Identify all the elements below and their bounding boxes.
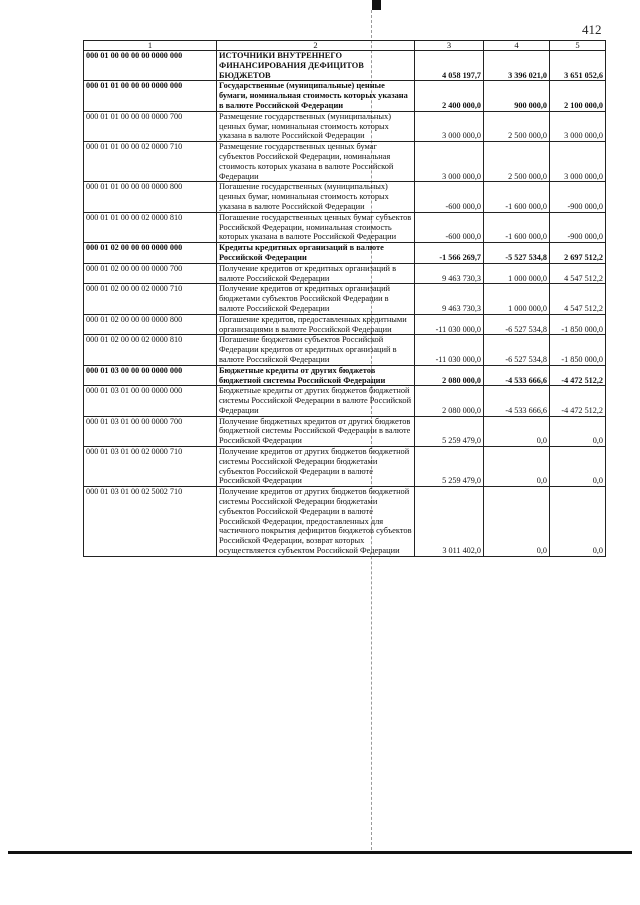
table-row	[84, 243, 606, 264]
row-code: 000 01 01 00 00 02 0000 710	[84, 142, 217, 182]
row-value-col4: -1 600 000,0	[484, 212, 550, 242]
row-value-col4: -6 527 534,8	[484, 335, 550, 365]
page-number: 412	[582, 22, 602, 37]
row-name: Погашение государственных (муниципальных) ценных бумаг, номинальная стоимость которых указана в валюте Российской Федерации	[217, 182, 415, 212]
row-name: Погашение бюджетами субъектов Российской Федерации кредитов от кредитных организаций в валюте Российской Федерации	[217, 335, 415, 365]
row-value-col3: -11 030 000,0	[415, 314, 484, 335]
row-code: 000 01 02 00 00 00 0000 700	[84, 263, 217, 284]
column-header: 1	[84, 41, 217, 51]
row-value-col3: 5 259 479,0	[415, 416, 484, 446]
row-value-col4: 1 000 000,0	[484, 284, 550, 314]
row-value-col3: 3 011 402,0	[415, 487, 484, 557]
row-name: Бюджетные кредиты от других бюджетов бюджетной системы Российской Федерации в валюте Российской Федерации	[217, 386, 415, 416]
row-value-col5: 0,0	[550, 447, 606, 487]
row-name: Получение кредитов от других бюджетов бюджетной системы Российской Федерации бюджетами субъектов Российской Федерации в валюте Российской Федерации, предоставленных для частичного покрытия дефицитов бюджетов субъектов Российской Федерации, возврат которых осуществляется субъектом Российской Федерации	[217, 487, 415, 557]
table-row	[84, 81, 606, 111]
column-header: 5	[550, 41, 606, 51]
row-code: 000 01 02 00 00 02 0000 810	[84, 335, 217, 365]
row-code: 000 01 01 00 00 00 0000 800	[84, 182, 217, 212]
table-row	[84, 182, 606, 212]
row-value-col4: 2 500 000,0	[484, 111, 550, 141]
row-value-col4: 0,0	[484, 487, 550, 557]
row-value-col3: 9 463 730,3	[415, 263, 484, 284]
row-name: Получение бюджетных кредитов от других бюджетов бюджетной системы Российской Федерации в валюте Российской Федерации	[217, 416, 415, 446]
table-row	[84, 365, 606, 386]
row-value-col3: 2 080 000,0	[415, 386, 484, 416]
table-row	[84, 487, 606, 557]
row-value-col5: -4 472 512,2	[550, 365, 606, 386]
row-value-col5: -900 000,0	[550, 182, 606, 212]
scan-mark	[372, 0, 381, 10]
row-name: ИСТОЧНИКИ ВНУТРЕННЕГО ФИНАНСИРОВАНИЯ ДЕФИЦИТОВ БЮДЖЕТОВ	[217, 51, 415, 81]
row-value-col5: 0,0	[550, 416, 606, 446]
row-code: 000 01 02 00 00 02 0000 710	[84, 284, 217, 314]
row-value-col5: 4 547 512,2	[550, 263, 606, 284]
row-code: 000 01 03 01 00 02 0000 710	[84, 447, 217, 487]
row-value-col3: 3 000 000,0	[415, 111, 484, 141]
table-row	[84, 386, 606, 416]
row-value-col4: 2 500 000,0	[484, 142, 550, 182]
table-header-row	[84, 41, 606, 51]
row-name: Государственные (муниципальные) ценные бумаги, номинальная стоимость которых указана в валюте Российской Федерации	[217, 81, 415, 111]
row-value-col4: -4 533 666,6	[484, 386, 550, 416]
row-name: Погашение государственных ценных бумаг субъектов Российской Федерации, номинальная стоимость которых указана в валюте Российской Федерации	[217, 212, 415, 242]
row-value-col4: 1 000 000,0	[484, 263, 550, 284]
row-code: 000 01 01 00 00 00 0000 700	[84, 111, 217, 141]
column-header: 2	[217, 41, 415, 51]
table-row	[84, 416, 606, 446]
row-value-col5: -1 850 000,0	[550, 314, 606, 335]
row-value-col4: -1 600 000,0	[484, 182, 550, 212]
row-value-col5: 2 697 512,2	[550, 243, 606, 264]
table-row	[84, 142, 606, 182]
row-value-col3: 5 259 479,0	[415, 447, 484, 487]
row-value-col5: 4 547 512,2	[550, 284, 606, 314]
row-code: 000 01 03 01 00 00 0000 000	[84, 386, 217, 416]
table-row	[84, 51, 606, 81]
row-value-col4: -6 527 534,8	[484, 314, 550, 335]
row-value-col4: -4 533 666,6	[484, 365, 550, 386]
row-value-col3: 9 463 730,3	[415, 284, 484, 314]
row-name: Получение кредитов от кредитных организаций в валюте Российской Федерации	[217, 263, 415, 284]
row-value-col4: 0,0	[484, 416, 550, 446]
row-value-col4: 0,0	[484, 447, 550, 487]
financing-sources-table	[83, 40, 606, 557]
row-name: Кредиты кредитных организаций в валюте Российской Федерации	[217, 243, 415, 264]
row-code: 000 01 03 00 00 00 0000 000	[84, 365, 217, 386]
row-name: Получение кредитов от кредитных организаций бюджетами субъектов Российской Федерации в валюте Российской Федерации	[217, 284, 415, 314]
row-name: Погашение кредитов, предоставленных кредитными организациями в валюте Российской Федерации	[217, 314, 415, 335]
row-code: 000 01 02 00 00 00 0000 000	[84, 243, 217, 264]
row-code: 000 01 01 00 00 02 0000 810	[84, 212, 217, 242]
row-name: Размещение государственных (муниципальных) ценных бумаг, номинальная стоимость которых указана в валюте Российской Федерации	[217, 111, 415, 141]
row-code: 000 01 01 00 00 00 0000 000	[84, 81, 217, 111]
page-bottom-rule	[8, 851, 632, 854]
row-value-col5: 3 651 052,6	[550, 51, 606, 81]
column-header: 4	[484, 41, 550, 51]
row-code: 000 01 00 00 00 00 0000 000	[84, 51, 217, 81]
row-name: Получение кредитов от других бюджетов бюджетной системы Российской Федерации бюджетами субъектов Российской Федерации в валюте Российской Федерации	[217, 447, 415, 487]
row-code: 000 01 02 00 00 00 0000 800	[84, 314, 217, 335]
row-value-col5: 3 000 000,0	[550, 142, 606, 182]
row-value-col4: -5 527 534,8	[484, 243, 550, 264]
row-value-col4: 3 396 021,0	[484, 51, 550, 81]
row-value-col3: 4 058 197,7	[415, 51, 484, 81]
table-row	[84, 447, 606, 487]
table-row	[84, 111, 606, 141]
row-value-col5: 3 000 000,0	[550, 111, 606, 141]
row-code: 000 01 03 01 00 00 0000 700	[84, 416, 217, 446]
row-value-col3: 2 400 000,0	[415, 81, 484, 111]
table-row	[84, 284, 606, 314]
table-row	[84, 314, 606, 335]
row-value-col5: -4 472 512,2	[550, 386, 606, 416]
row-name: Размещение государственных ценных бумаг субъектов Российской Федерации, номинальная стоимость которых указана в валюте Российской Федерации	[217, 142, 415, 182]
row-value-col3: -600 000,0	[415, 182, 484, 212]
row-value-col5: 0,0	[550, 487, 606, 557]
row-value-col3: -600 000,0	[415, 212, 484, 242]
column-header: 3	[415, 41, 484, 51]
row-value-col3: 3 000 000,0	[415, 142, 484, 182]
row-code: 000 01 03 01 00 02 5002 710	[84, 487, 217, 557]
table-row	[84, 335, 606, 365]
table-body	[84, 51, 606, 557]
row-name: Бюджетные кредиты от других бюджетов бюджетной системы Российской Федерации	[217, 365, 415, 386]
row-value-col5: -1 850 000,0	[550, 335, 606, 365]
row-value-col3: -11 030 000,0	[415, 335, 484, 365]
row-value-col3: 2 080 000,0	[415, 365, 484, 386]
table-row	[84, 212, 606, 242]
table-row	[84, 263, 606, 284]
row-value-col5: 2 100 000,0	[550, 81, 606, 111]
row-value-col3: -1 566 269,7	[415, 243, 484, 264]
row-value-col4: 900 000,0	[484, 81, 550, 111]
row-value-col5: -900 000,0	[550, 212, 606, 242]
